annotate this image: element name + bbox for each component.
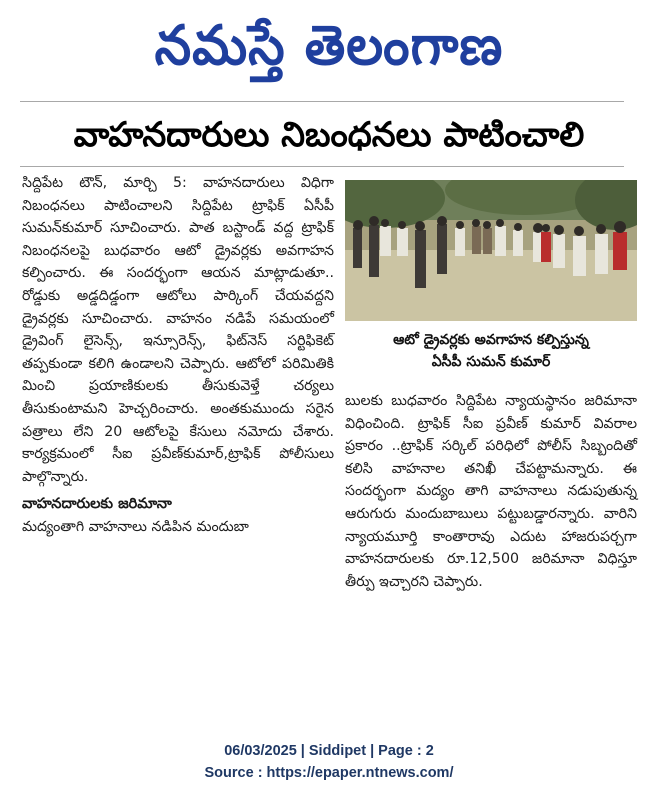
news-photo: [345, 180, 637, 321]
article-paragraph-left: సిద్దిపేట టౌన్, మార్చి 5: వాహనదారులు విధిగా నిబంధనలు పాటించాలని సిద్దిపేట ట్రాఫిక్ ఏసీపీ సుమన్‌కుమార్ సూచించారు. పాత బస్టాండ్ వద్ద ట్రాఫిక్ నిబంధనలపై బుధవారం ఆటో డ్రైవర్లకు అవగాహన కల్పించారు. ఈ సందర్భంగా ఆయన మాట్లాడుతూ.. రోడ్డుకు అడ్డదిడ్డంగా ఆటోలు పార్కింగ్ చేయవద్దని డ్రైవర్లకు సూచించారు. వాహనం నడిపే సమయంలో డ్రైవింగ్ లైసెన్స్, ఇన్సూరెన్స్, ఫిట్‌నెస్ సర్టిఫికెట్ తప్పకుండా కలిగి ఉండాలని చెప్పారు. ఆటోలో పరిమితికి మించి ప్రయాణికులకు తీసుకువెళ్తే చర్యలు తీసుకుంటామని హెచ్చరించారు. అంతకుముందు సరైన పత్రాలు లేని 20 ఆటోలపై కేసులు నమోదు చేశారు. కార్యక్రమంలో సీఐ ప్రవీణ్‌కుమార్,ట్రాఫిక్ పోలీసులు పాల్గొన్నారు.: [22, 175, 334, 485]
photo-caption-line-1: ఆటో డ్రైవర్లకు అవగాహన కల్పిస్తున్న: [393, 332, 589, 348]
article-headline: [20, 110, 638, 160]
article-paragraph-left-tail: మద్యంతాగి వాహనాలు నడిపిన మందుబా: [22, 519, 249, 536]
photo-illustration: [345, 180, 637, 321]
article-subheading: వాహనదారులకు జరిమానా: [22, 496, 172, 513]
masthead: [0, 6, 658, 86]
article-column-left: [22, 172, 334, 539]
photo-caption-line-2: ఏసీపీ సుమన్ కుమార్: [431, 354, 551, 370]
article-paragraph-right: బులకు బుధవారం సిద్దిపేట న్యాయస్థానం జరిమానా విధించింది. ట్రాఫిక్ సీఐ ప్రవీణ్ కుమార్ వివరాల ప్రకారం ..ట్రాఫిక్ సర్కిల్ పరిధిలో పోలీస్ సిబ్బందితో కలిసి వాహనాల తనిఖీ చేపట్టామన్నారు. ఈ సందర్భంగా మద్యం తాగి వాహనాలు నడుపుతున్న ఆరుగురు మందుబాబులు పట్టుబడ్డారన్నారు. వారిని న్యాయమూర్తి కాంతారావు ఎదుట హాజరుపర్చగా వాహనదారులకు రూ.12,500 జరిమానా విధిస్తూ తీర్పు ఇచ్చారని చెప్పారు.: [345, 393, 637, 590]
photo-caption: [345, 325, 637, 377]
footer-source-line: Source : https://epaper.ntnews.com/: [204, 765, 454, 781]
page-footer: [0, 740, 658, 784]
headline-divider: [20, 166, 624, 167]
headline-text: వాహనదారులు నిబంధనలు పాటించాలి: [73, 115, 585, 155]
footer-date-line: 06/03/2025 | Siddipet | Page : 2: [224, 743, 434, 759]
newspaper-logo: నమస్తే తెలంగాణ: [154, 14, 504, 78]
top-divider: [20, 101, 624, 102]
article-column-right: [345, 390, 637, 593]
